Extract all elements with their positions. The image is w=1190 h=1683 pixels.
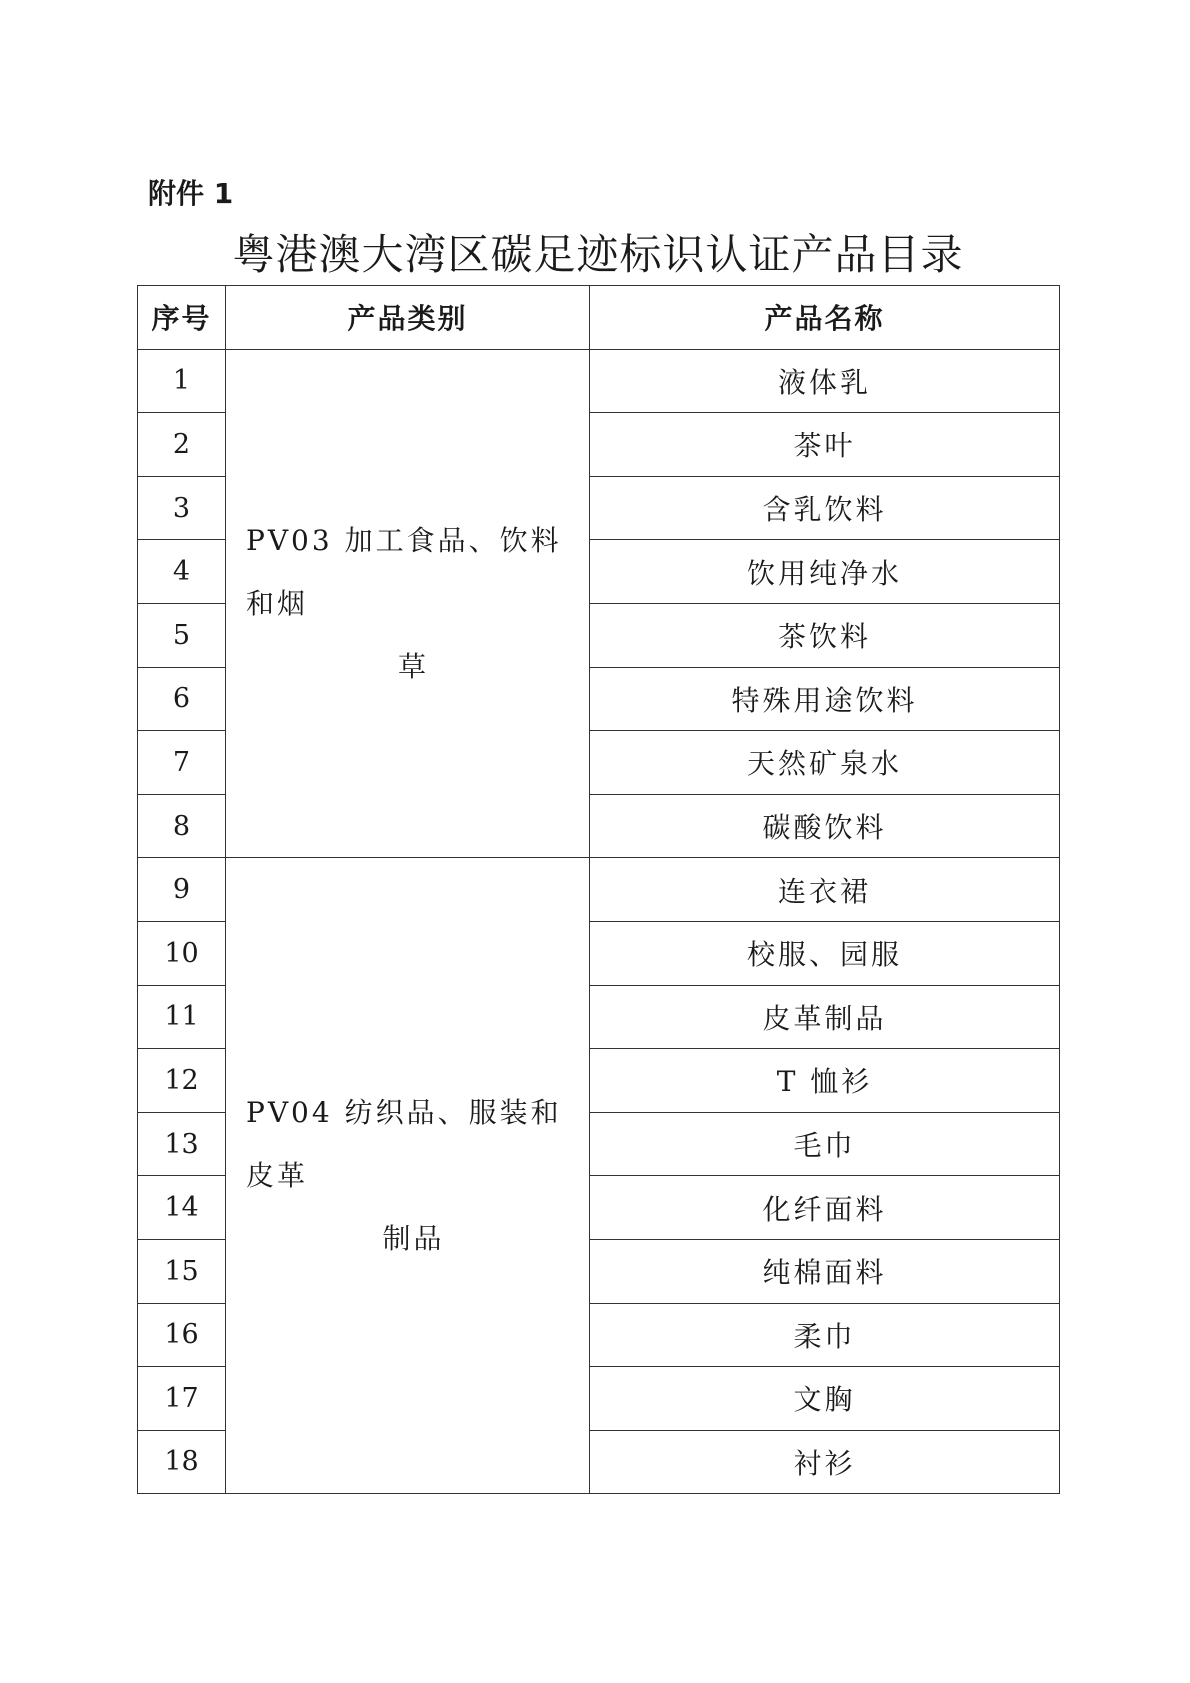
attachment-label: 附件 1: [148, 177, 234, 210]
product-name-cell: 纯棉面料: [590, 1239, 1060, 1303]
serial-number-cell: 18: [138, 1430, 226, 1494]
category-line: PV03 加工食品、饮料和烟: [246, 523, 562, 620]
product-name-cell: 柔巾: [590, 1303, 1060, 1367]
serial-number-cell: 15: [138, 1239, 226, 1303]
product-name-cell: 校服、园服: [590, 921, 1060, 985]
serial-number-cell: 5: [138, 603, 226, 667]
table-header-row: [138, 286, 1060, 350]
product-name-cell: 茶饮料: [590, 603, 1060, 667]
serial-number-cell: 11: [138, 985, 226, 1049]
product-name-cell: T 恤衫: [590, 1049, 1060, 1113]
table-body: [138, 349, 1060, 1494]
serial-number-cell: 1: [138, 349, 226, 413]
serial-number-cell: 7: [138, 731, 226, 795]
product-name-cell: 含乳饮料: [590, 476, 1060, 540]
product-name-cell: 毛巾: [590, 1112, 1060, 1176]
serial-number-cell: 12: [138, 1049, 226, 1113]
product-name-cell: 饮用纯净水: [590, 540, 1060, 604]
serial-number-cell: 3: [138, 476, 226, 540]
product-name-cell: 特殊用途饮料: [590, 667, 1060, 731]
product-name-cell: 茶叶: [590, 413, 1060, 477]
product-name-cell: 化纤面料: [590, 1176, 1060, 1240]
serial-number-cell: 4: [138, 540, 226, 604]
document-title: 粤港澳大湾区碳足迹标识认证产品目录: [232, 230, 964, 279]
product-name-cell: 皮革制品: [590, 985, 1060, 1049]
header-serial-number: 序号: [138, 286, 226, 350]
serial-number-cell: 14: [138, 1176, 226, 1240]
product-name-cell: 天然矿泉水: [590, 731, 1060, 795]
header-product-name: 产品名称: [590, 286, 1060, 350]
header-product-category: 产品类别: [226, 286, 590, 350]
serial-number-cell: 9: [138, 858, 226, 922]
product-category-cell: [226, 349, 590, 858]
serial-number-cell: 13: [138, 1112, 226, 1176]
serial-number-cell: 17: [138, 1367, 226, 1431]
product-name-cell: 衬衫: [590, 1430, 1060, 1494]
product-name-cell: 液体乳: [590, 349, 1060, 413]
product-name-cell: 文胸: [590, 1367, 1060, 1431]
table-row: [138, 858, 1060, 922]
serial-number-cell: 10: [138, 921, 226, 985]
product-name-cell: 连衣裙: [590, 858, 1060, 922]
serial-number-cell: 2: [138, 413, 226, 477]
table-row: [138, 349, 1060, 413]
product-name-cell: 碳酸饮料: [590, 794, 1060, 858]
serial-number-cell: 6: [138, 667, 226, 731]
category-line: 制品: [382, 1222, 445, 1256]
category-line: 草: [397, 649, 429, 683]
product-catalog-table: [137, 285, 1060, 1494]
product-category-cell: [226, 858, 590, 1494]
serial-number-cell: 16: [138, 1303, 226, 1367]
category-line: PV04 纺织品、服装和皮革: [246, 1096, 562, 1193]
serial-number-cell: 8: [138, 794, 226, 858]
